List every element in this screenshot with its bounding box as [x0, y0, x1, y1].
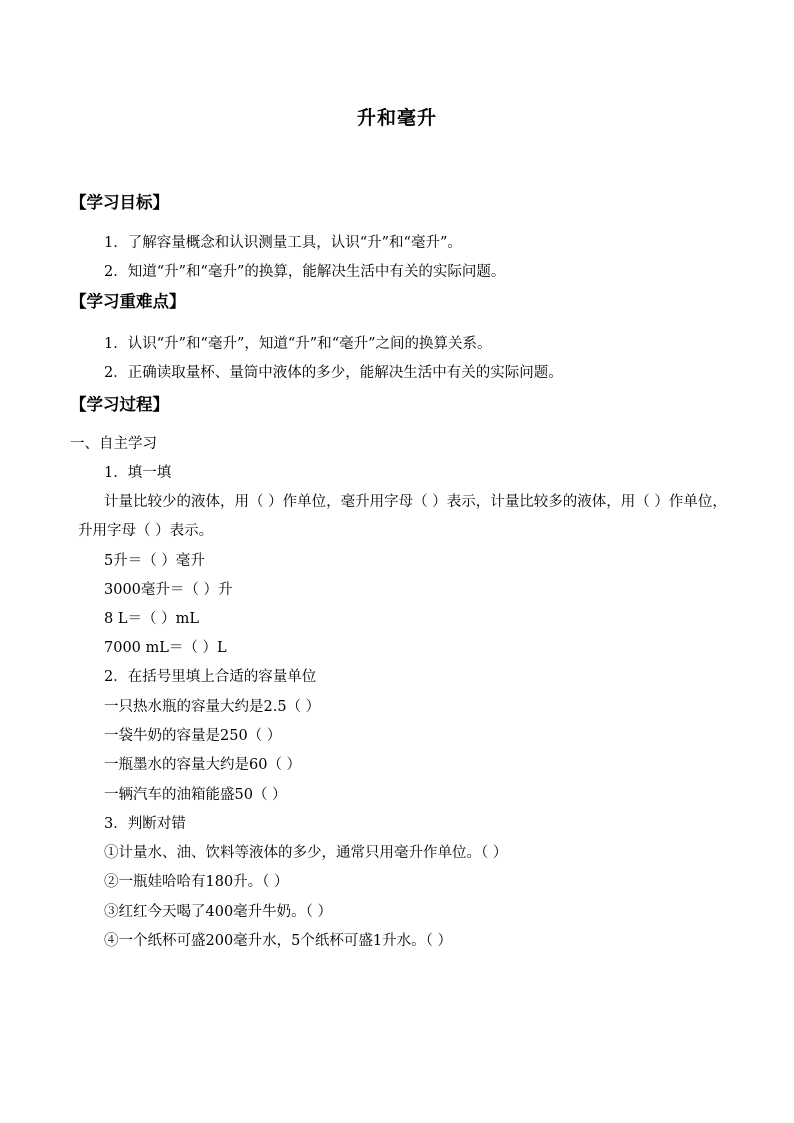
conversion-line-1: 5升＝（ ）毫升	[104, 553, 205, 569]
question-1-label: 1．填一填	[104, 465, 172, 481]
unit-line-1: 一只热水瓶的容量大约是2.5（ ）	[104, 699, 321, 715]
goal-item-1: 1．了解容量概念和认识测量工具，认识“升”和“毫升”。	[104, 235, 462, 251]
goals-heading: 【学习目标】	[70, 193, 169, 212]
process-heading: 【学习过程】	[70, 395, 169, 414]
key-point-item-2: 2．正确读取量杯、量筒中液体的多少，能解决生活中有关的实际问题。	[104, 365, 563, 381]
unit-line-3: 一瓶墨水的容量大约是60（ ）	[104, 757, 302, 773]
conversion-line-3: 8 L＝（ ）mL	[104, 611, 199, 627]
unit-line-2: 一袋牛奶的容量是250（ ）	[104, 728, 282, 744]
key-point-item-1: 1．认识“升”和“毫升”，知道“升”和“毫升”之间的换算关系。	[104, 336, 492, 352]
goal-item-2: 2．知道“升”和“毫升”的换算，能解决生活中有关的实际问题。	[104, 264, 506, 280]
judgement-line-2: ②一瓶娃哈哈有180升。（ ）	[104, 874, 289, 890]
judgement-line-3: ③红红今天喝了400毫升牛奶。（ ）	[104, 904, 333, 920]
judgement-line-4: ④一个纸杯可盛200毫升水，5个纸杯可盛1升水。（ ）	[104, 933, 452, 949]
conversion-line-4: 7000 mL＝（ ）L	[104, 640, 227, 656]
judgement-line-1: ①计量水、油、饮料等液体的多少，通常只用毫升作单位。（ ）	[104, 845, 508, 861]
key-points-heading: 【学习重难点】	[70, 292, 186, 311]
page-title: 升和毫升	[356, 107, 437, 129]
conversion-line-2: 3000毫升＝（ ）升	[104, 582, 233, 598]
question-2-label: 2．在括号里填上合适的容量单位	[104, 669, 317, 685]
section-self-study: 一、自主学习	[70, 436, 157, 452]
question-1-paragraph: 计量比较少的液体，用（ ）作单位，毫升用字母（ ）表示，计量比较多的液体，用（ ）作单位，升用字母（ ）表示。	[78, 494, 727, 539]
unit-line-4: 一辆汽车的油箱能盛50（ ）	[104, 787, 287, 803]
question-3-label: 3．判断对错	[104, 816, 186, 832]
